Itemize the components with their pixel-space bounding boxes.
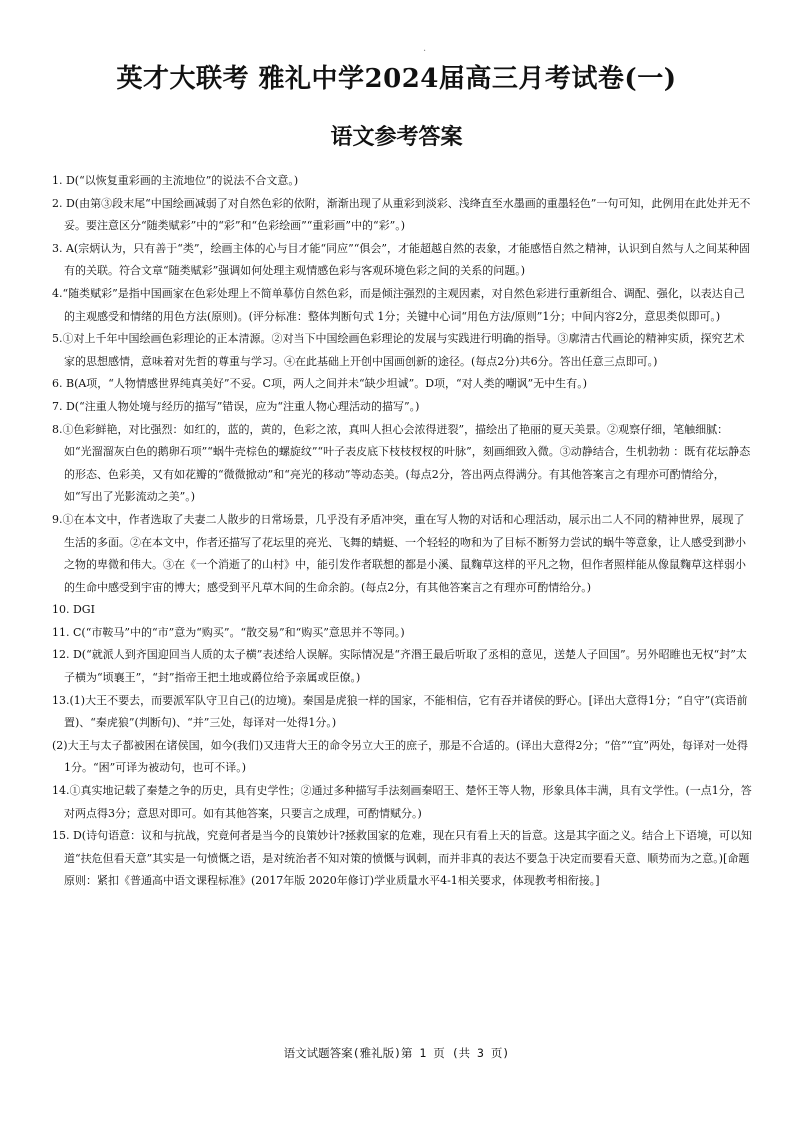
page-footer: 语文试题答案(雅礼版)第 1 页 (共 3 页)	[283, 1046, 510, 1060]
answer-item: 14.①真实地记载了秦楚之争的历史，具有史学性；②通过多种描写手法刻画秦昭王、楚怀王等人物，形象具体丰满，具有文学性。(一点1分，答对两点得3分；意思对即可。如有其他答案，只要言之成理，可酌情赋分。)	[52, 784, 752, 820]
answer-item: 5.①对上千年中国绘画色彩理论的正本清源。②对当下中国绘画色彩理论的发展与实践进行明确的指导。③廓清古代画论的精神实质，探究艺术家的思想感情，意味着对先哲的尊重与学习。④在此基础上开创中国画创新的途径。(每点2分)共6分。答出任意三点即可。)	[52, 332, 745, 368]
decorative-dot: ·	[423, 46, 427, 57]
answer-item: (2)大王与太子都被困在诸侯国，如今(我们)又违背大王的命令另立大王的庶子，那是不合适的。(译出大意得2分；“倍”“宜”两处，每译对一处得1分。“困”可译为被动句，也可不译。)	[52, 738, 748, 775]
answer-item: 12. D(“就派人到齐国迎回当人质的太子横”表述给人误解。实际情况是“齐湣王最后听取了丞相的意见，送楚人子回国”。另外昭睢也无权“封”太子横为“顷襄王”，“封”指帝王把土地或爵位给予亲属或臣僚。)	[52, 648, 747, 685]
answer-item: 11. C(“市鞍马”中的“市”意为“购买”。“散交易”和“购买”意思并不等同。)	[52, 625, 405, 639]
answer-item: 1. D(“以恢复重彩画的主流地位”的说法不合文意。)	[52, 174, 299, 187]
answer-list	[52, 170, 752, 893]
answer-item: 8.①色彩鲜艳，对比强烈：如红的，蓝的，黄的，色彩之浓，真叫人担心会浓得迸裂”，描绘出了艳丽的夏天美景。②观察仔细，笔触细腻：如“光溜溜灰白色的鹅卵石项”“蜗牛壳棕色的螺旋纹”“叶子表皮底下枝枝杈杈的叶脉”，刻画细致入微。③动静结合，生机勃勃 ：既有花坛静态的形态、色彩美，又有如花瓣的“微微掀动”和“亮光的移动”等动态美。(每点2分，答出两点得满分。有其他答案言之有理亦可酌情给分，如“写出了光影流动之美”。)	[52, 422, 751, 504]
answer-item: 13.(1)大王不要去，而要派军队守卫自己(的边境)。秦国是虎狼一样的国家，不能相信，它有吞并诸侯的野心。[译出大意得1分；“自守”(宾语前置)、“秦虎狼”(判断句)、“并”三处，每译对一处得1分。)	[52, 693, 748, 730]
answer-item: 4.“随类赋彩”是指中国画家在色彩处理上不简单摹仿自然色彩，而是倾注强烈的主观因素，对自然色彩进行重新组合、调配、强化，以表达自己的主观感受和情绪的用色方法(原则)。(评分标准：整体判断句式 1分；关键中心词“用色方法/原则”1分；中间内容2分，意思类似即可。)	[52, 286, 745, 323]
page-title: 英才大联考 雅礼中学2024届高三月考试卷(一)	[116, 64, 677, 94]
answer-item: 3. A(宗炳认为，只有善于“类”，绘画主体的心与目才能“同应”“俱会”，才能超越自然的表象，才能感悟自然之精神，认识到自然与人之间某种固有的关联。符合文章“随类赋彩”强调如何处理主观情感色彩与客观环境色彩之间的关系的问题。)	[52, 241, 750, 278]
answer-item: 6. B(A项，“人物情感世界纯真美好”不妥。C项，两人之间并未“缺少坦诚”。D项，“对人类的嘲讽”无中生有。)	[52, 377, 588, 391]
answer-item: 2. D(由第③段末尾“中国绘画减弱了对自然色彩的依附，渐渐出现了从重彩到淡彩、浅绛直至水墨画的重墨轻色”一句可知，此例用在此处并无不妥。要注意区分“随类赋彩”中的“彩”和“色彩绘画”“重彩画”中的“彩”。)	[52, 196, 751, 233]
page-subtitle: 语文参考答案	[330, 124, 463, 150]
answer-item: 10. DGI	[52, 603, 95, 617]
answer-item: 9.①在本文中，作者选取了夫妻二人散步的日常场景，几乎没有矛盾冲突，重在写人物的对话和心理活动，展示出二人不同的精神世界，展现了生活的多面。②在本文中，作者还描写了花坛里的亮光、飞舞的蜻蜓、一个轻轻的吻和为了目标不断努力尝试的蜗牛等意象，让人感受到渺小之物的卑微和伟大。③在《一个消逝了的山村》中，能引发作者联想的都是小溪、鼠麴草这样的平凡之物，但作者照样能从像鼠麴草这样弱小的生命中感受到宇宙的博大；感受到平凡草木间的生命余韵。(每点2分，有其他答案言之有理亦可酌情给分。)	[52, 512, 746, 594]
answer-item: 7. D(“注重人物处境与经历的描写”错误，应为“注重人物心理活动的描写”。)	[52, 399, 420, 413]
answer-item: 15. D(诗句语意：议和与抗战，究竟何者是当今的良策妙计?拯救国家的危难，现在只有看上天的旨意。这是其字面之义。结合上下语境，可以知道“扶危但看天意”其实是一句愤慨之语，是对统治者不知对策的愤慨与讽刺，而并非真的表达不要急于决定而要看天意、顺势而为之意。)[命题原则：紧扣《普通高中语文课程标准》(2017年版 2020年修订)学业质量水平4-1相关要求，体现教考相衔接。]	[52, 829, 752, 888]
